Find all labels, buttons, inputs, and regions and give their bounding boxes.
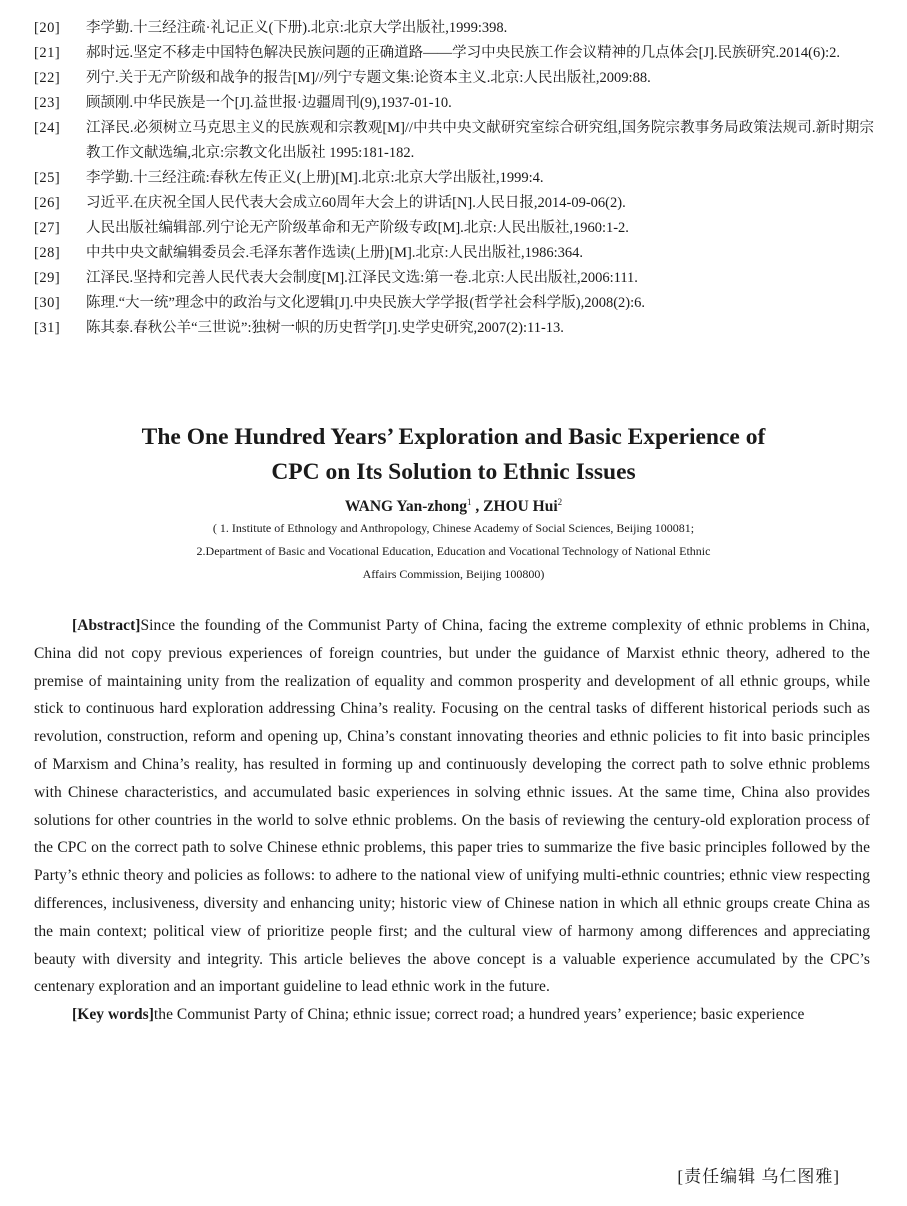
reference-list	[34, 16, 874, 341]
author-separator: ,	[471, 498, 484, 515]
keywords-label: [Key words]	[72, 1006, 154, 1024]
author-affiliation-marker: 2	[557, 497, 563, 507]
reference-number: [20]	[34, 20, 61, 36]
reference-text: 顾颉刚.中华民族是一个[J].益世报·边疆周刊(9),1937-01-10.	[86, 95, 452, 111]
reference-text: 中共中央文献编辑委员会.毛泽东著作选读(上册)[M].北京:人民出版社,1986:364.	[86, 245, 584, 261]
reference-text: 人民出版社编辑部.列宁论无产阶级革命和无产阶级专政[M].北京:人民出版社,1960:1-2.	[86, 220, 629, 236]
affiliations	[60, 517, 847, 586]
reference-number: [29]	[34, 270, 61, 286]
abstract-label: [Abstract]	[72, 617, 141, 634]
reference-item	[34, 166, 874, 191]
reference-number: [28]	[34, 245, 61, 261]
reference-text: 习近平.在庆祝全国人民代表大会成立60周年大会上的讲话[N].人民日报,2014-09-06(2).	[86, 195, 626, 211]
abstract-paragraph	[34, 612, 870, 1001]
reference-item	[34, 116, 874, 166]
reference-number: [26]	[34, 195, 61, 211]
reference-number: [30]	[34, 295, 61, 311]
reference-item	[34, 291, 874, 316]
responsible-editor-note: [责任编辑 乌仁图雅]	[677, 1167, 840, 1186]
reference-number: [21]	[34, 45, 61, 61]
keywords-paragraph	[34, 1001, 870, 1029]
reference-text: 郝时远.坚定不移走中国特色解决民族问题的正确道路——学习中央民族工作会议精神的几点体会[J].民族研究.2014(6):2.	[86, 45, 840, 61]
reference-item	[34, 66, 874, 91]
author-affiliation-marker: 1	[467, 497, 472, 507]
author-name: WANG Yan-zhong	[344, 498, 467, 515]
reference-text: 李学勤.十三经注疏·礼记正义(下册).北京:北京大学出版社,1999:398.	[86, 20, 508, 36]
article-title-line-1: The One Hundred Years’ Exploration and Basic Experience of	[141, 424, 766, 450]
author-line	[0, 490, 907, 519]
affiliation-line: Affairs Commission, Beijing 100800)	[362, 567, 545, 581]
keywords-text: the Communist Party of China; ethnic issue; correct road; a hundred years’ experience; basic experience	[153, 1006, 805, 1024]
reference-text: 李学勤.十三经注疏:春秋左传正义(上册)[M].北京:北京大学出版社,1999:4.	[86, 170, 544, 186]
reference-item	[34, 41, 874, 66]
affiliation-line: 2.Department of Basic and Vocational Education, Education and Vocational Technology of National Ethnic	[196, 544, 711, 558]
article-title-line-2: CPC on Its Solution to Ethnic Issues	[271, 459, 636, 485]
reference-item	[34, 191, 874, 216]
reference-item	[34, 16, 874, 41]
reference-text: 列宁.关于无产阶级和战争的报告[M]//列宁专题文集:论资本主义.北京:人民出版社,2009:88.	[86, 70, 651, 86]
reference-item	[34, 91, 874, 116]
author-name: ZHOU Hui	[483, 498, 558, 515]
abstract-text: Since the founding of the Communist Party of China, facing the extreme complexity of ethnic problems in China, China did not copy previous experiences of foreign countries, but under the guidance of Marxist ethnic theory, adhered to the premise of maintaining unity from the realization of equality and common prosperity and development of all ethnic groups, while stick to continuous hard exploration addressing China’s reality. Focusing on the central tasks of different historical periods such as revolution, construction, reform and opening up, China’s constant innovating theories and ethnic policies to fit into basic principles of Marxism and China’s reality, has resulted in forming up and continuously developing the correct path to solve ethnic problems with Chinese characteristics, and accumulated basic experiences in solving ethnic issues. At the same time, China also provides solutions for other countries in the world to solve ethnic problems. On the basis of reviewing the century-old exploration process of the CPC on the correct path to solve Chinese ethnic problems, this paper tries to summarize the five basic principles followed by the Party’s ethnic theory and policies as follows: to adhere to the national view of unifying multi-ethnic countries; ethnic view respecting differences, inclusiveness, diversity and enhancing unity; historic view of Chinese nation in which all ethnic groups create China as the main context; political view of prioritize people first; and the cultural view of harmony among differences and appreciating beauty with diversity and integrity. This article believes the above concept is a valuable experience accumulated by the CPC’s centenary exploration and an important guideline to lead ethnic work in the future.	[34, 617, 870, 996]
reference-number: [27]	[34, 220, 61, 236]
reference-number: [22]	[34, 70, 61, 86]
article-title	[20, 420, 887, 490]
reference-item	[34, 216, 874, 241]
abstract-section	[34, 612, 870, 1029]
reference-text: 陈其泰.春秋公羊“三世说”:独树一帜的历史哲学[J].史学史研究,2007(2):11-13.	[86, 320, 564, 336]
reference-item	[34, 316, 874, 341]
reference-text: 江泽民.坚持和完善人民代表大会制度[M].江泽民文选:第一卷.北京:人民出版社,2006:111.	[86, 270, 638, 286]
reference-item	[34, 241, 874, 266]
reference-number: [24]	[34, 120, 61, 136]
reference-text: 江泽民.必须树立马克思主义的民族观和宗教观[M]//中共中央文献研究室综合研究组,国务院宗教事务局政策法规司.新时期宗教工作文献选编,北京:宗教文化出版社 1995:181-182.	[86, 120, 874, 161]
reference-number: [31]	[34, 320, 61, 336]
affiliation-line: ( 1. Institute of Ethnology and Anthropology, Chinese Academy of Social Sciences, Beijing 100081;	[212, 521, 695, 535]
reference-text: 陈理.“大一统”理念中的政治与文化逻辑[J].中央民族大学学报(哲学社会科学版),2008(2):6.	[86, 295, 646, 311]
reference-number: [23]	[34, 95, 61, 111]
reference-number: [25]	[34, 170, 61, 186]
reference-item	[34, 266, 874, 291]
